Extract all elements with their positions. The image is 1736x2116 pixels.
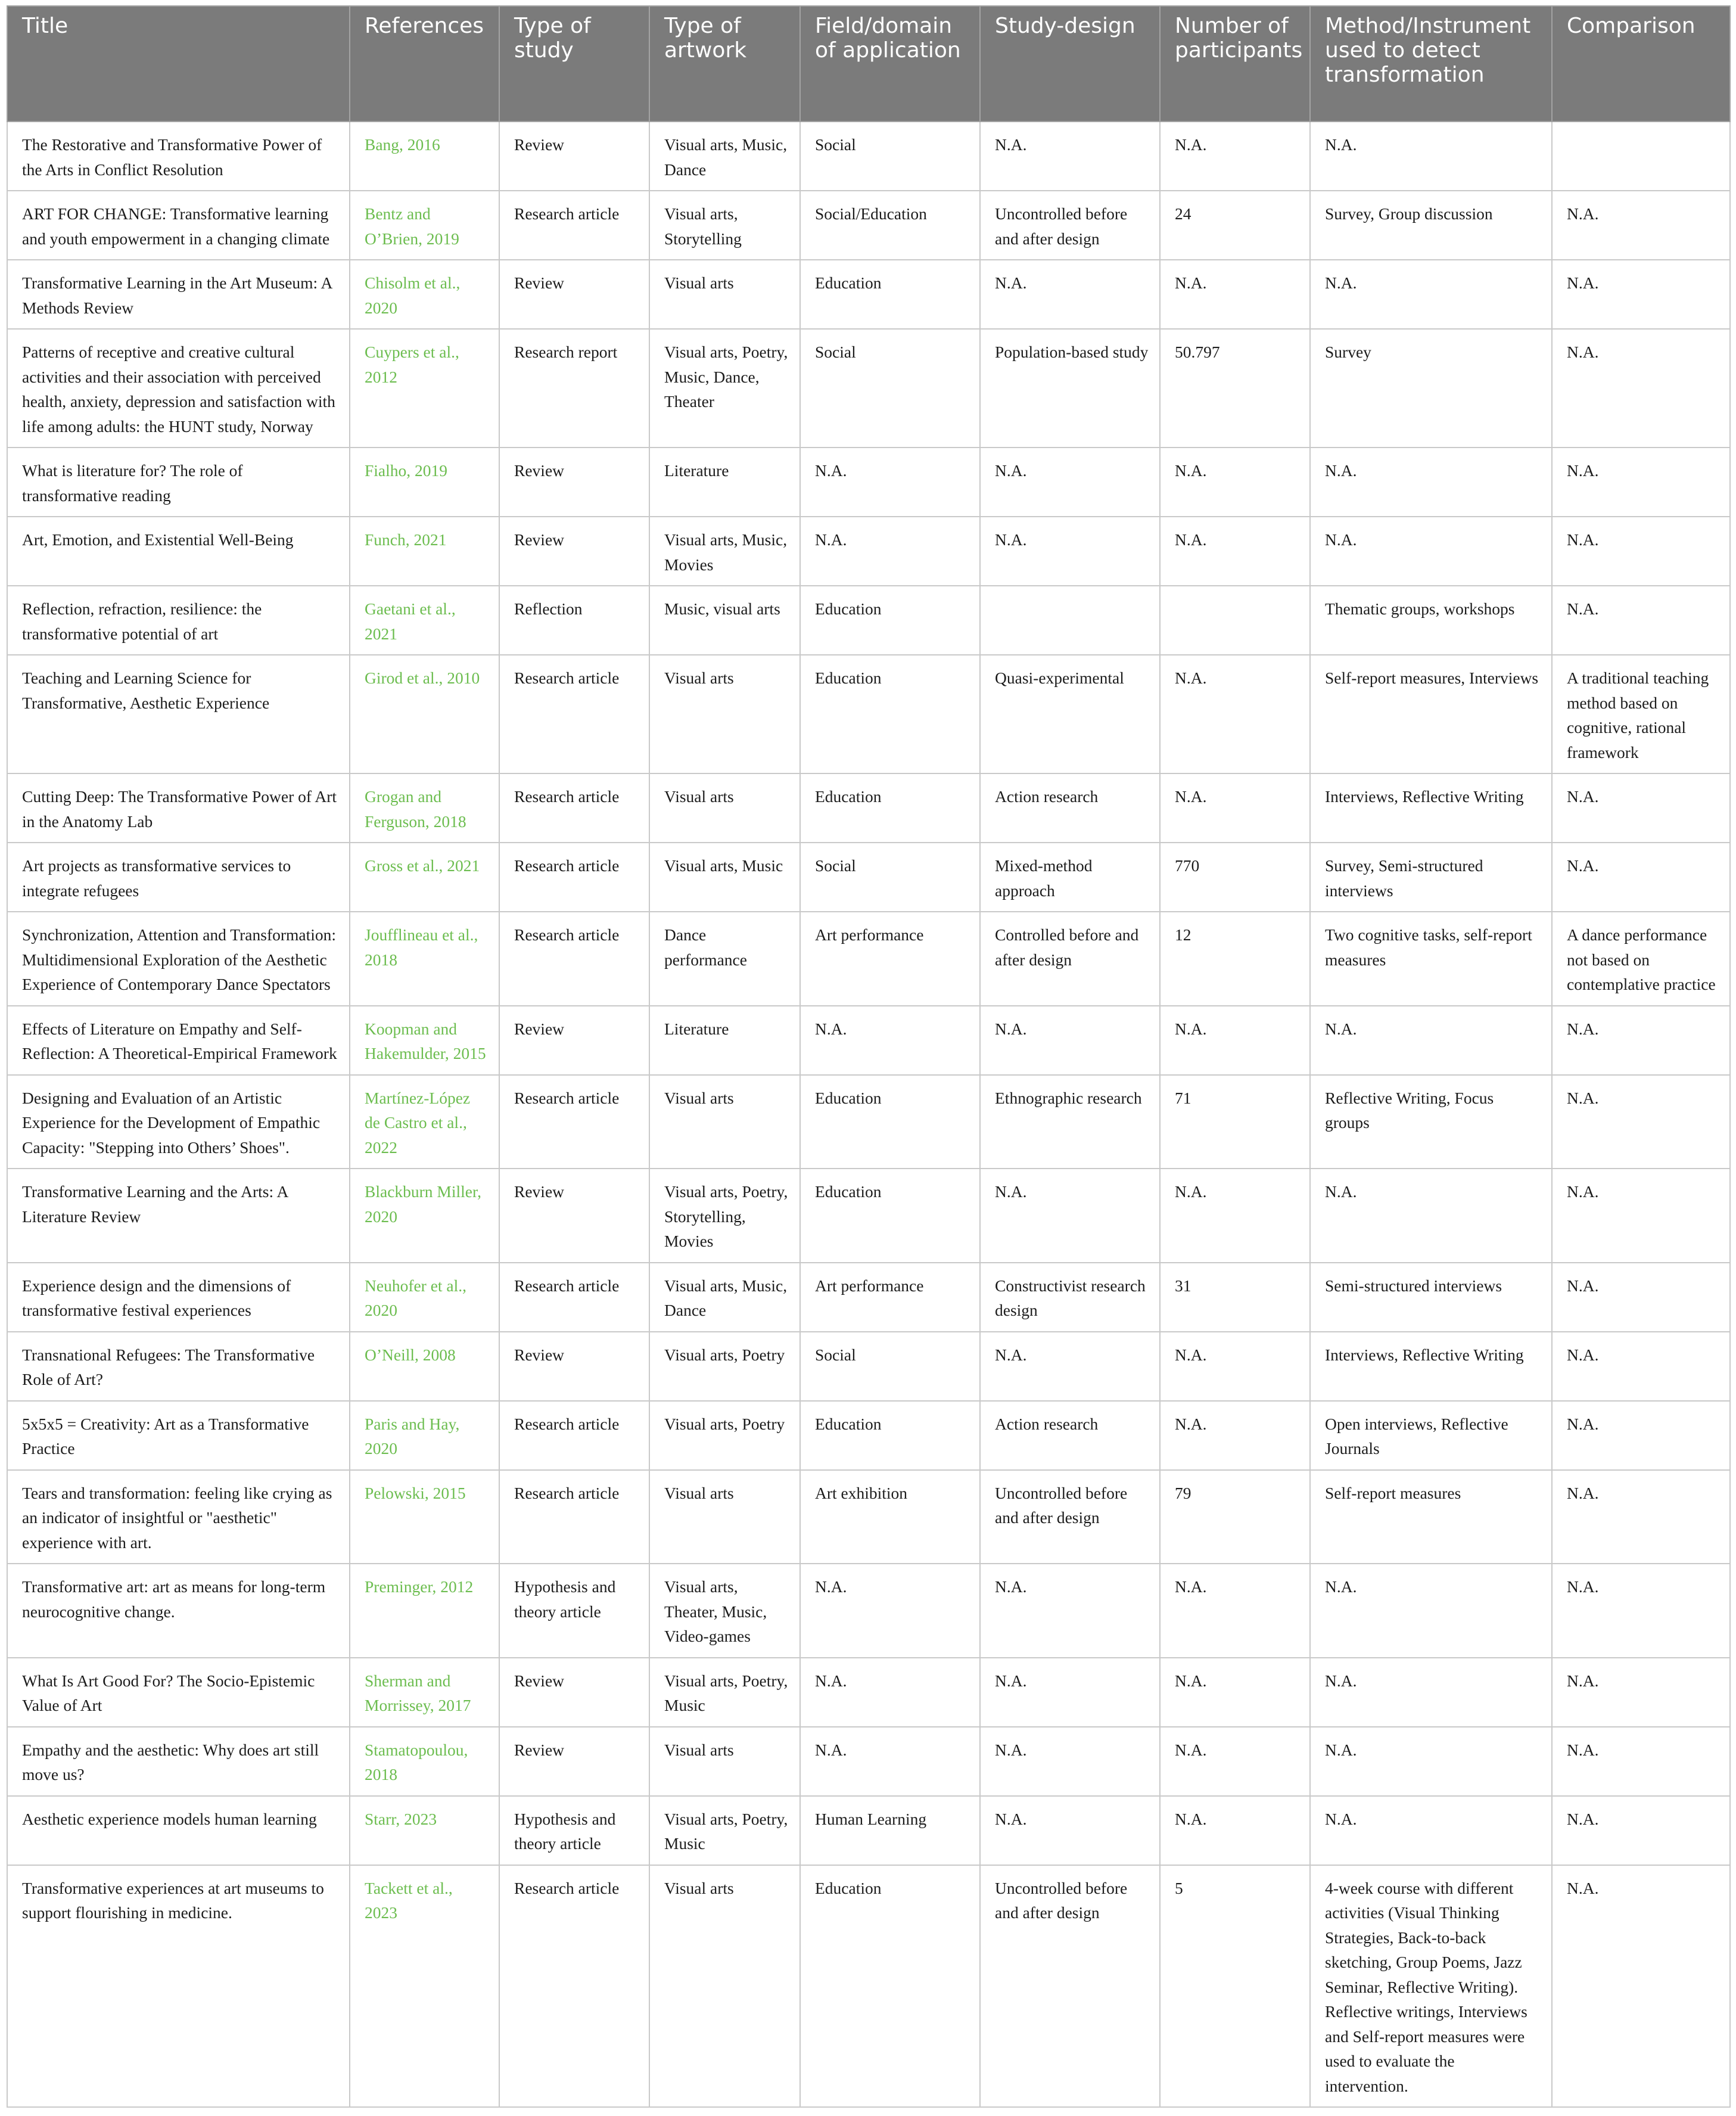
references-cell[interactable]: Neuhofer et al., 2020	[350, 1263, 499, 1332]
table-row	[7, 773, 1730, 843]
method-instrument-cell: Thematic groups, workshops	[1310, 586, 1552, 655]
study-design-cell: N.A.	[980, 1332, 1160, 1401]
method-instrument-cell: Reflective Writing, Focus groups	[1310, 1075, 1552, 1169]
table-row	[7, 1169, 1730, 1263]
references-cell[interactable]: Cuypers et al., 2012	[350, 329, 499, 448]
title-cell: Art, Emotion, and Existential Well-Being	[7, 517, 350, 586]
field-domain-cell: Education	[800, 1075, 980, 1169]
type-of-artwork-cell: Visual arts	[649, 1075, 800, 1169]
method-instrument-cell: N.A.	[1310, 1658, 1552, 1727]
field-domain-cell: Social	[800, 843, 980, 912]
method-instrument-cell: Survey, Group discussion	[1310, 191, 1552, 260]
type-of-study-cell: Research report	[499, 329, 649, 448]
study-design-cell: Action research	[980, 773, 1160, 843]
type-of-artwork-cell: Literature	[649, 448, 800, 517]
table-row	[7, 191, 1730, 260]
comparison-cell: A traditional teaching method based on cognitive, rational framework	[1552, 655, 1730, 773]
number-of-participants-cell: 31	[1160, 1263, 1310, 1332]
study-design-cell: N.A.	[980, 1796, 1160, 1865]
references-cell[interactable]: Bang, 2016	[350, 122, 499, 191]
study-design-cell: N.A.	[980, 260, 1160, 329]
type-of-study-cell: Research article	[499, 1865, 649, 2108]
table-row	[7, 586, 1730, 655]
type-of-study-cell: Research article	[499, 773, 649, 843]
method-instrument-cell: Interviews, Reflective Writing	[1310, 773, 1552, 843]
field-domain-cell: Art performance	[800, 912, 980, 1006]
method-instrument-cell: N.A.	[1310, 1006, 1552, 1075]
type-of-study-cell: Research article	[499, 1401, 649, 1470]
table-row	[7, 912, 1730, 1006]
study-design-cell: Constructivist research design	[980, 1263, 1160, 1332]
type-of-artwork-cell: Visual arts, Music, Dance	[649, 1263, 800, 1332]
field-domain-cell: N.A.	[800, 517, 980, 586]
column-header-field-domain: Field/domain of application	[800, 6, 980, 122]
comparison-cell: N.A.	[1552, 1727, 1730, 1796]
references-cell[interactable]: Sherman and Morrissey, 2017	[350, 1658, 499, 1727]
study-design-cell: Mixed-method approach	[980, 843, 1160, 912]
number-of-participants-cell: N.A.	[1160, 1564, 1310, 1658]
title-cell: Tears and transformation: feeling like crying as an indicator of insightful or "aesthetic" experience with art.	[7, 1470, 350, 1564]
title-cell: Teaching and Learning Science for Transformative, Aesthetic Experience	[7, 655, 350, 773]
field-domain-cell: N.A.	[800, 1006, 980, 1075]
references-cell[interactable]: Bentz and O’Brien, 2019	[350, 191, 499, 260]
comparison-cell: N.A.	[1552, 329, 1730, 448]
comparison-cell: N.A.	[1552, 1796, 1730, 1865]
references-cell[interactable]: Fialho, 2019	[350, 448, 499, 517]
method-instrument-cell: Open interviews, Reflective Journals	[1310, 1401, 1552, 1470]
title-cell: What Is Art Good For? The Socio-Epistemic Value of Art	[7, 1658, 350, 1727]
number-of-participants-cell: N.A.	[1160, 1332, 1310, 1401]
study-design-cell: N.A.	[980, 517, 1160, 586]
comparison-cell: N.A.	[1552, 1865, 1730, 2108]
title-cell: Transformative Learning in the Art Museum: A Methods Review	[7, 260, 350, 329]
table-row	[7, 448, 1730, 517]
table-row	[7, 1564, 1730, 1658]
study-design-cell: Controlled before and after design	[980, 912, 1160, 1006]
table-row	[7, 1470, 1730, 1564]
title-cell: Aesthetic experience models human learning	[7, 1796, 350, 1865]
study-design-cell: Uncontrolled before and after design	[980, 1470, 1160, 1564]
study-design-cell: N.A.	[980, 1564, 1160, 1658]
type-of-artwork-cell: Visual arts	[649, 260, 800, 329]
comparison-cell	[1552, 122, 1730, 191]
field-domain-cell: Social	[800, 1332, 980, 1401]
study-design-cell: Ethnographic research	[980, 1075, 1160, 1169]
column-header-type-of-artwork: Type of artwork	[649, 6, 800, 122]
references-cell[interactable]: Stamatopoulou, 2018	[350, 1727, 499, 1796]
references-cell[interactable]: Pelowski, 2015	[350, 1470, 499, 1564]
field-domain-cell: Education	[800, 655, 980, 773]
number-of-participants-cell: N.A.	[1160, 1658, 1310, 1727]
type-of-study-cell: Review	[499, 260, 649, 329]
references-cell[interactable]: Gaetani et al., 2021	[350, 586, 499, 655]
references-cell[interactable]: Tackett et al., 2023	[350, 1865, 499, 2108]
method-instrument-cell: N.A.	[1310, 448, 1552, 517]
method-instrument-cell: N.A.	[1310, 1796, 1552, 1865]
comparison-cell: N.A.	[1552, 1006, 1730, 1075]
method-instrument-cell: N.A.	[1310, 1727, 1552, 1796]
column-header-number-of-participants: Number of participants	[1160, 6, 1310, 122]
type-of-artwork-cell: Visual arts	[649, 1865, 800, 2108]
table-row	[7, 1401, 1730, 1470]
number-of-participants-cell: 71	[1160, 1075, 1310, 1169]
method-instrument-cell: N.A.	[1310, 517, 1552, 586]
table-row	[7, 1658, 1730, 1727]
title-cell: Reflection, refraction, resilience: the transformative potential of art	[7, 586, 350, 655]
comparison-cell: N.A.	[1552, 843, 1730, 912]
field-domain-cell: N.A.	[800, 1564, 980, 1658]
title-cell: 5x5x5 = Creativity: Art as a Transformative Practice	[7, 1401, 350, 1470]
number-of-participants-cell: N.A.	[1160, 1796, 1310, 1865]
column-header-comparison: Comparison	[1552, 6, 1730, 122]
study-design-cell	[980, 586, 1160, 655]
type-of-artwork-cell: Visual arts, Music	[649, 843, 800, 912]
number-of-participants-cell: N.A.	[1160, 1727, 1310, 1796]
references-cell[interactable]: Starr, 2023	[350, 1796, 499, 1865]
type-of-artwork-cell: Literature	[649, 1006, 800, 1075]
study-design-cell: Population-based study	[980, 329, 1160, 448]
literature-table	[7, 5, 1731, 2108]
title-cell: Transformative art: art as means for long-term neurocognitive change.	[7, 1564, 350, 1658]
number-of-participants-cell: 50.797	[1160, 329, 1310, 448]
field-domain-cell: Education	[800, 1865, 980, 2108]
table-body	[7, 122, 1730, 2107]
references-cell[interactable]: Joufflineau et al., 2018	[350, 912, 499, 1006]
comparison-cell: N.A.	[1552, 1564, 1730, 1658]
title-cell: Effects of Literature on Empathy and Self-Reflection: A Theoretical-Empirical Framework	[7, 1006, 350, 1075]
table-row	[7, 1006, 1730, 1075]
number-of-participants-cell: N.A.	[1160, 448, 1310, 517]
number-of-participants-cell: N.A.	[1160, 655, 1310, 773]
comparison-cell: N.A.	[1552, 586, 1730, 655]
title-cell: Patterns of receptive and creative cultural activities and their association with perceived health, anxiety, depression and satisfaction with life among adults: the HUNT study, Norway	[7, 329, 350, 448]
number-of-participants-cell: 770	[1160, 843, 1310, 912]
type-of-study-cell: Review	[499, 448, 649, 517]
number-of-participants-cell: 12	[1160, 912, 1310, 1006]
number-of-participants-cell: 5	[1160, 1865, 1310, 2108]
type-of-artwork-cell: Visual arts, Theater, Music, Video-games	[649, 1564, 800, 1658]
type-of-study-cell: Research article	[499, 1470, 649, 1564]
number-of-participants-cell: N.A.	[1160, 1169, 1310, 1263]
method-instrument-cell: 4-week course with different activities (Visual Thinking Strategies, Back-to-back sketching, Group Poems, Jazz Seminar, Reflective Writing). Reflective writings, Interviews and Self-report measures were used to evaluate the intervention.	[1310, 1865, 1552, 2108]
method-instrument-cell: Two cognitive tasks, self-report measures	[1310, 912, 1552, 1006]
type-of-artwork-cell: Visual arts	[649, 655, 800, 773]
type-of-artwork-cell: Visual arts, Poetry, Music	[649, 1796, 800, 1865]
method-instrument-cell: N.A.	[1310, 1564, 1552, 1658]
number-of-participants-cell: N.A.	[1160, 773, 1310, 843]
study-design-cell: N.A.	[980, 1006, 1160, 1075]
field-domain-cell: Art exhibition	[800, 1470, 980, 1564]
references-cell[interactable]: O’Neill, 2008	[350, 1332, 499, 1401]
title-cell: What is literature for? The role of transformative reading	[7, 448, 350, 517]
type-of-artwork-cell: Visual arts, Poetry	[649, 1401, 800, 1470]
type-of-artwork-cell: Visual arts, Poetry, Music, Dance, Theater	[649, 329, 800, 448]
table-row	[7, 843, 1730, 912]
comparison-cell: N.A.	[1552, 260, 1730, 329]
method-instrument-cell: Semi-structured interviews	[1310, 1263, 1552, 1332]
type-of-study-cell: Reflection	[499, 586, 649, 655]
references-cell[interactable]: Girod et al., 2010	[350, 655, 499, 773]
comparison-cell: N.A.	[1552, 773, 1730, 843]
type-of-artwork-cell: Dance performance	[649, 912, 800, 1006]
field-domain-cell: Social	[800, 329, 980, 448]
study-design-cell: N.A.	[980, 1727, 1160, 1796]
references-cell[interactable]: Martínez-López de Castro et al., 2022	[350, 1075, 499, 1169]
type-of-study-cell: Research article	[499, 912, 649, 1006]
field-domain-cell: Education	[800, 1401, 980, 1470]
references-cell[interactable]: Chisolm et al., 2020	[350, 260, 499, 329]
table-row	[7, 122, 1730, 191]
method-instrument-cell: N.A.	[1310, 260, 1552, 329]
type-of-study-cell: Review	[499, 1169, 649, 1263]
method-instrument-cell: Survey	[1310, 329, 1552, 448]
table-row	[7, 1075, 1730, 1169]
field-domain-cell: Education	[800, 260, 980, 329]
type-of-artwork-cell: Visual arts, Music, Movies	[649, 517, 800, 586]
title-cell: Designing and Evaluation of an Artistic Experience for the Development of Empathic Capacity: "Stepping into Others’ Shoes".	[7, 1075, 350, 1169]
comparison-cell: N.A.	[1552, 1470, 1730, 1564]
type-of-artwork-cell: Visual arts, Poetry	[649, 1332, 800, 1401]
type-of-study-cell: Research article	[499, 1075, 649, 1169]
type-of-study-cell: Review	[499, 1727, 649, 1796]
method-instrument-cell: Self-report measures	[1310, 1470, 1552, 1564]
comparison-cell: N.A.	[1552, 1332, 1730, 1401]
type-of-artwork-cell: Visual arts, Storytelling	[649, 191, 800, 260]
type-of-artwork-cell: Visual arts	[649, 1727, 800, 1796]
field-domain-cell: Art performance	[800, 1263, 980, 1332]
number-of-participants-cell: 79	[1160, 1470, 1310, 1564]
number-of-participants-cell: N.A.	[1160, 1006, 1310, 1075]
type-of-artwork-cell: Visual arts, Poetry, Storytelling, Movies	[649, 1169, 800, 1263]
number-of-participants-cell: N.A.	[1160, 517, 1310, 586]
number-of-participants-cell: N.A.	[1160, 260, 1310, 329]
table-row	[7, 1796, 1730, 1865]
comparison-cell: N.A.	[1552, 448, 1730, 517]
field-domain-cell: Social	[800, 122, 980, 191]
field-domain-cell: Education	[800, 773, 980, 843]
column-header-references: References	[350, 6, 499, 122]
comparison-cell: N.A.	[1552, 191, 1730, 260]
references-cell[interactable]: Preminger, 2012	[350, 1564, 499, 1658]
study-design-cell: N.A.	[980, 1169, 1160, 1263]
number-of-participants-cell	[1160, 586, 1310, 655]
study-design-cell: Quasi-experimental	[980, 655, 1160, 773]
field-domain-cell: Education	[800, 1169, 980, 1263]
comparison-cell: N.A.	[1552, 517, 1730, 586]
comparison-cell: N.A.	[1552, 1075, 1730, 1169]
type-of-study-cell: Review	[499, 1006, 649, 1075]
title-cell: Empathy and the aesthetic: Why does art still move us?	[7, 1727, 350, 1796]
study-design-cell: N.A.	[980, 122, 1160, 191]
type-of-artwork-cell: Music, visual arts	[649, 586, 800, 655]
study-design-cell: Uncontrolled before and after design	[980, 1865, 1160, 2108]
number-of-participants-cell: N.A.	[1160, 1401, 1310, 1470]
number-of-participants-cell: 24	[1160, 191, 1310, 260]
type-of-study-cell: Research article	[499, 843, 649, 912]
field-domain-cell: N.A.	[800, 1658, 980, 1727]
table-row	[7, 655, 1730, 773]
table-row	[7, 329, 1730, 448]
type-of-study-cell: Hypothesis and theory article	[499, 1564, 649, 1658]
references-cell[interactable]: Funch, 2021	[350, 517, 499, 586]
column-header-type-of-study: Type of study	[499, 6, 649, 122]
field-domain-cell: Social/Education	[800, 191, 980, 260]
title-cell: Synchronization, Attention and Transformation: Multidimensional Exploration of the Aesthetic Experience of Contemporary Dance Spectators	[7, 912, 350, 1006]
comparison-cell: N.A.	[1552, 1401, 1730, 1470]
title-cell: Transnational Refugees: The Transformative Role of Art?	[7, 1332, 350, 1401]
references-cell[interactable]: Blackburn Miller, 2020	[350, 1169, 499, 1263]
comparison-cell: A dance performance not based on contemplative practice	[1552, 912, 1730, 1006]
method-instrument-cell: N.A.	[1310, 122, 1552, 191]
table-row	[7, 1263, 1730, 1332]
number-of-participants-cell: N.A.	[1160, 122, 1310, 191]
type-of-study-cell: Hypothesis and theory article	[499, 1796, 649, 1865]
study-design-cell: Action research	[980, 1401, 1160, 1470]
title-cell: Transformative Learning and the Arts: A Literature Review	[7, 1169, 350, 1263]
table-row	[7, 517, 1730, 586]
title-cell: The Restorative and Transformative Power of the Arts in Conflict Resolution	[7, 122, 350, 191]
table-header	[7, 6, 1730, 122]
type-of-artwork-cell: Visual arts	[649, 1470, 800, 1564]
table-row	[7, 1865, 1730, 2108]
title-cell: Art projects as transformative services to integrate refugees	[7, 843, 350, 912]
type-of-artwork-cell: Visual arts, Poetry, Music	[649, 1658, 800, 1727]
references-cell[interactable]: Grogan and Ferguson, 2018	[350, 773, 499, 843]
references-cell[interactable]: Koopman and Hakemulder, 2015	[350, 1006, 499, 1075]
title-cell: Transformative experiences at art museums to support flourishing in medicine.	[7, 1865, 350, 2108]
field-domain-cell: N.A.	[800, 448, 980, 517]
header-row	[7, 6, 1730, 122]
field-domain-cell: Human Learning	[800, 1796, 980, 1865]
field-domain-cell: N.A.	[800, 1727, 980, 1796]
title-cell: ART FOR CHANGE: Transformative learning and youth empowerment in a changing climate	[7, 191, 350, 260]
column-header-study-design: Study-design	[980, 6, 1160, 122]
method-instrument-cell: Self-report measures, Interviews	[1310, 655, 1552, 773]
method-instrument-cell: Survey, Semi-structured interviews	[1310, 843, 1552, 912]
type-of-study-cell: Review	[499, 122, 649, 191]
field-domain-cell: Education	[800, 586, 980, 655]
type-of-study-cell: Review	[499, 517, 649, 586]
comparison-cell: N.A.	[1552, 1169, 1730, 1263]
column-header-method-instrument: Method/Instrument used to detect transformation	[1310, 6, 1552, 122]
method-instrument-cell: Interviews, Reflective Writing	[1310, 1332, 1552, 1401]
study-design-cell: Uncontrolled before and after design	[980, 191, 1160, 260]
type-of-study-cell: Research article	[499, 191, 649, 260]
title-cell: Experience design and the dimensions of transformative festival experiences	[7, 1263, 350, 1332]
table-row	[7, 1727, 1730, 1796]
study-design-cell: N.A.	[980, 448, 1160, 517]
type-of-artwork-cell: Visual arts	[649, 773, 800, 843]
study-design-cell: N.A.	[980, 1658, 1160, 1727]
column-header-title: Title	[7, 6, 350, 122]
type-of-study-cell: Review	[499, 1332, 649, 1401]
type-of-artwork-cell: Visual arts, Music, Dance	[649, 122, 800, 191]
comparison-cell: N.A.	[1552, 1263, 1730, 1332]
method-instrument-cell: N.A.	[1310, 1169, 1552, 1263]
references-cell[interactable]: Gross et al., 2021	[350, 843, 499, 912]
title-cell: Cutting Deep: The Transformative Power of Art in the Anatomy Lab	[7, 773, 350, 843]
type-of-study-cell: Review	[499, 1658, 649, 1727]
type-of-study-cell: Research article	[499, 1263, 649, 1332]
table-row	[7, 1332, 1730, 1401]
references-cell[interactable]: Paris and Hay, 2020	[350, 1401, 499, 1470]
table-row	[7, 260, 1730, 329]
type-of-study-cell: Research article	[499, 655, 649, 773]
comparison-cell: N.A.	[1552, 1658, 1730, 1727]
